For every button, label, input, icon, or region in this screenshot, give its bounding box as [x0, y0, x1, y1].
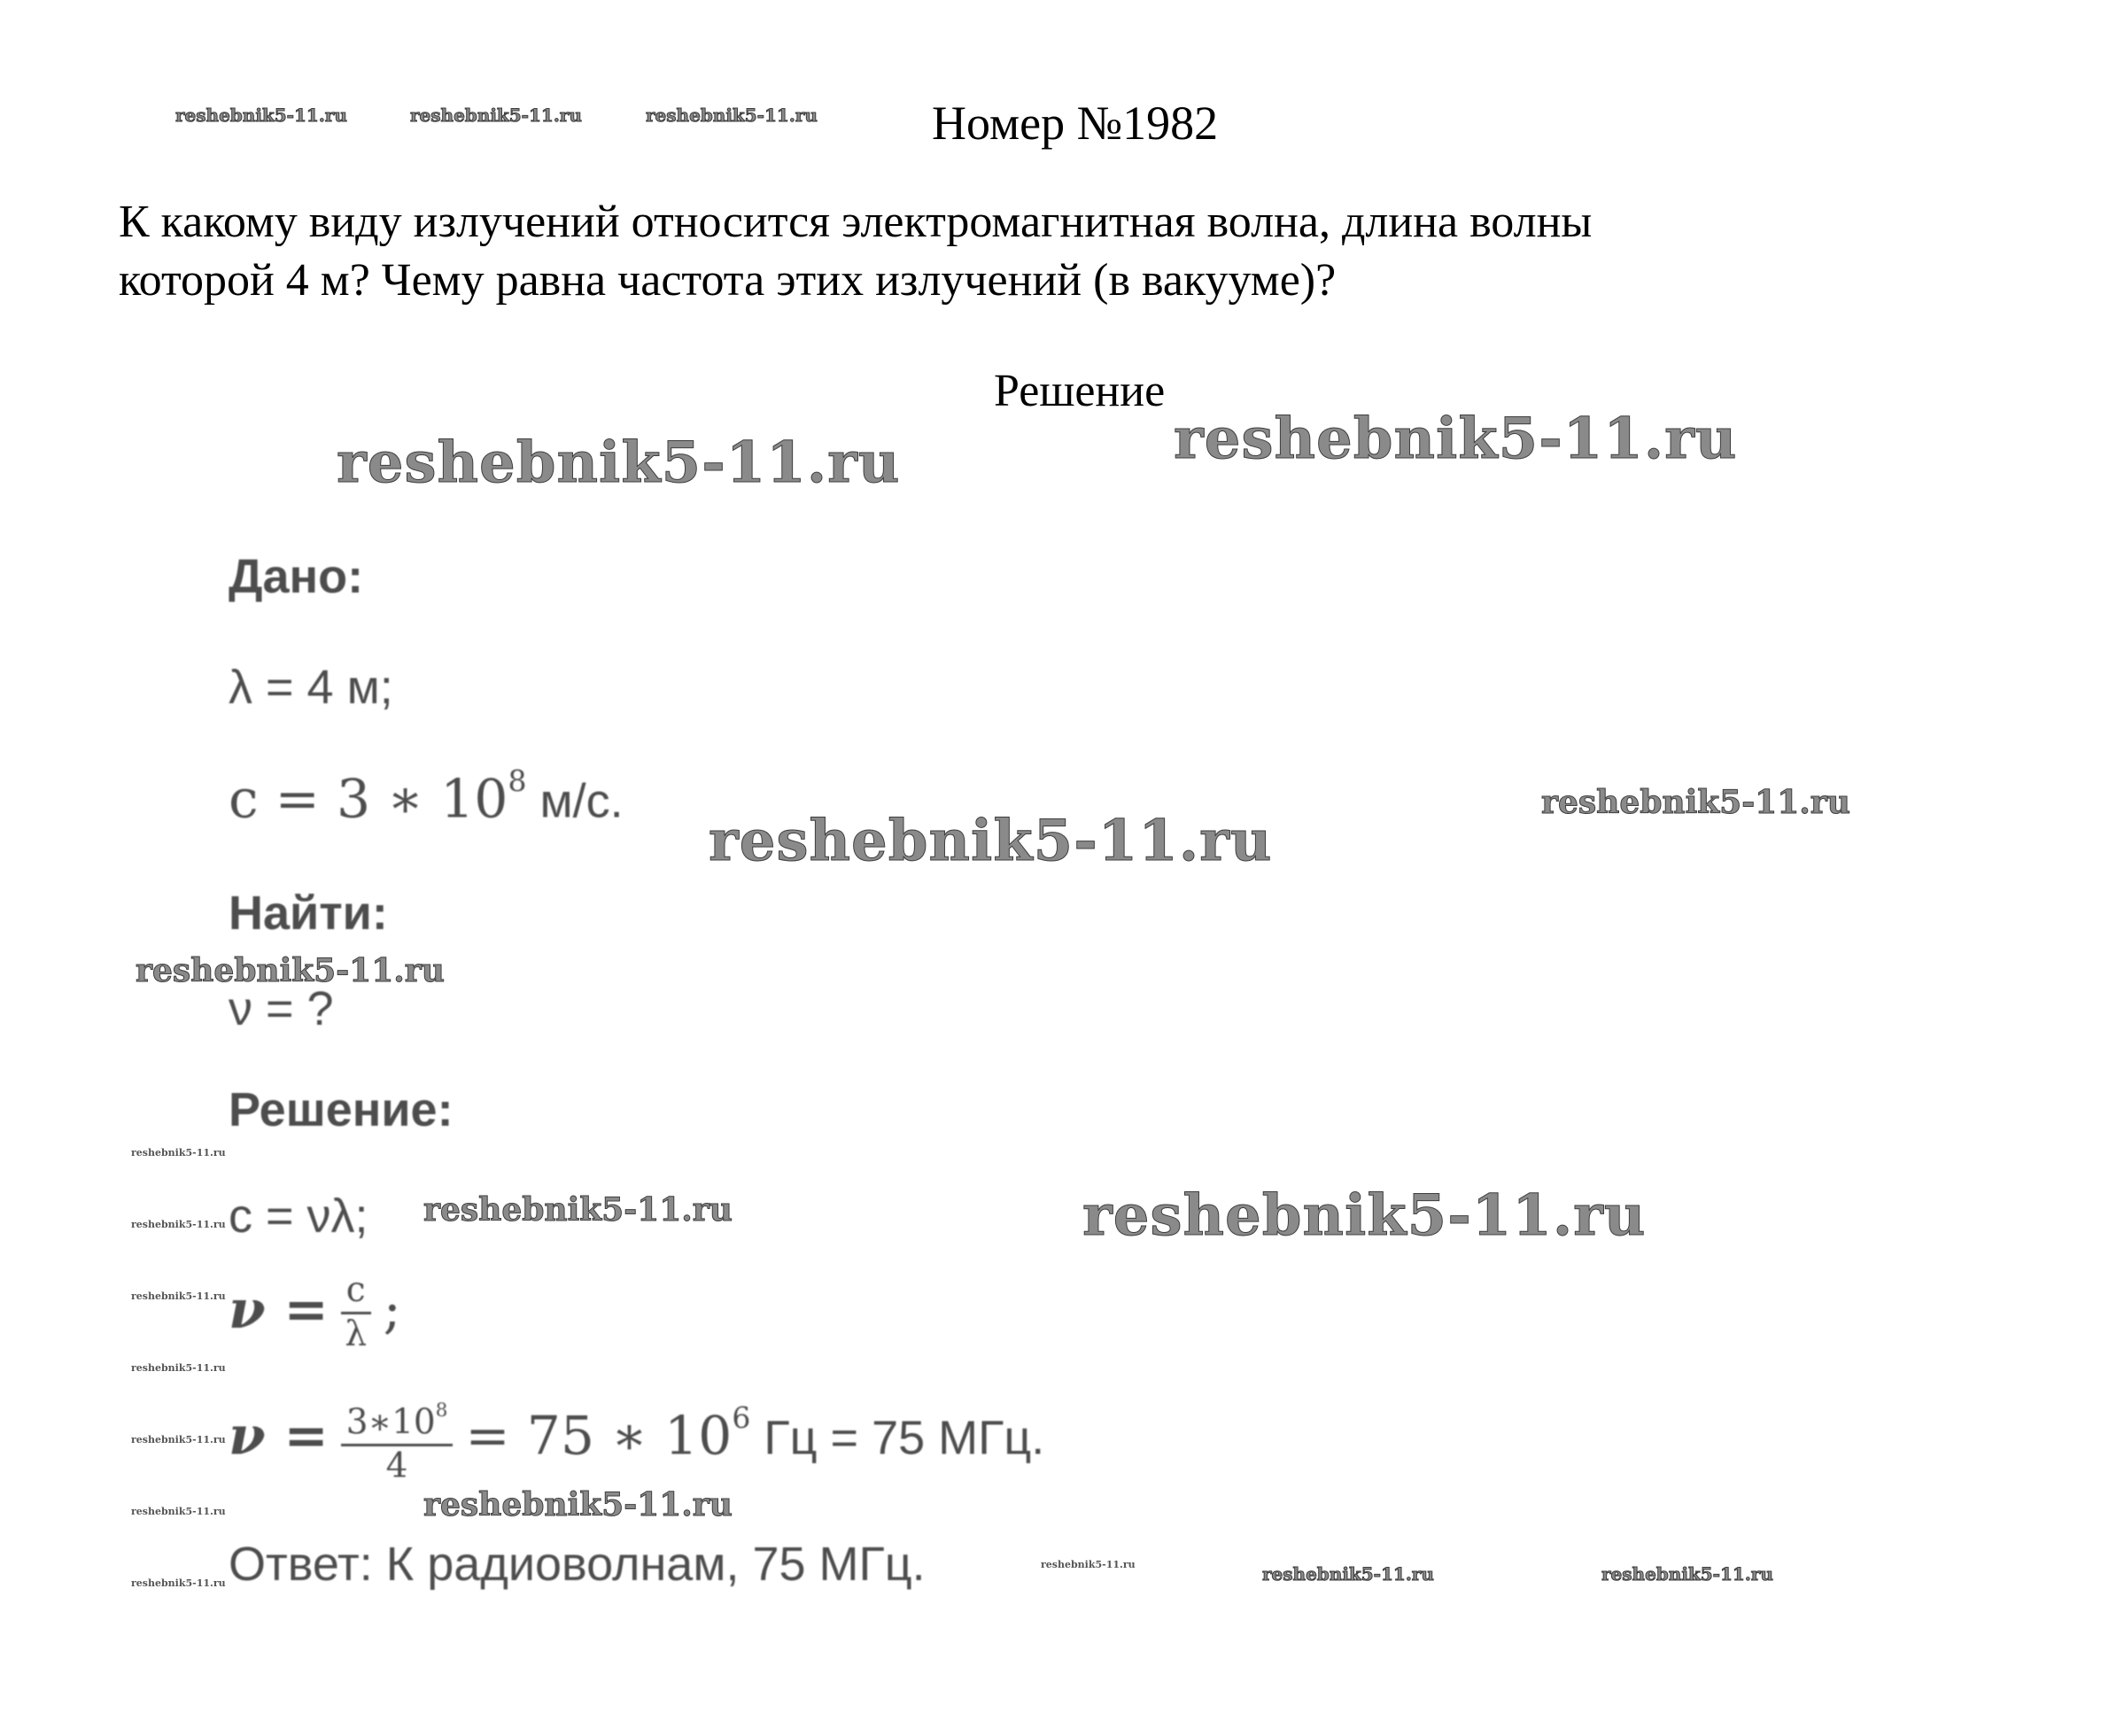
watermark: reshebnik5-11.ru [1541, 784, 1850, 821]
solution-heading: Решение [994, 366, 1166, 416]
watermark: reshebnik5-11.ru [131, 1290, 226, 1302]
watermark: reshebnik5-11.ru [410, 105, 582, 126]
formula-2 [229, 1272, 401, 1356]
given-label: Дано: [229, 550, 364, 603]
formula-2-fraction [341, 1272, 371, 1356]
watermark: reshebnik5-11.ru [1601, 1563, 1773, 1585]
watermark: reshebnik5-11.ru [136, 952, 445, 989]
given-c-prefix: c = 3 ∗ 10 [229, 768, 508, 831]
find-label: Найти: [229, 887, 388, 940]
answer [229, 1537, 926, 1592]
watermark: reshebnik5-11.ru [131, 1219, 226, 1230]
formula-3-end: Гц = 75 МГц. [750, 1411, 1045, 1465]
question-line-2: которой 4 м? Чему равна частота этих излучений (в вакууме)? [119, 255, 1337, 306]
page-title: Номер №1982 [932, 97, 1219, 150]
watermark: reshebnik5-11.ru [131, 1362, 226, 1374]
given-c-exponent: 8 [508, 763, 527, 798]
formula-2-numerator: c [341, 1272, 371, 1314]
formula-2-denominator: λ [345, 1314, 368, 1354]
find-nu: ν = ? [229, 982, 334, 1035]
watermark: reshebnik5-11.ru [131, 1434, 226, 1445]
watermark: reshebnik5-11.ru [337, 430, 901, 496]
watermark: reshebnik5-11.ru [423, 1486, 733, 1523]
formula-3-denominator: 4 [385, 1446, 408, 1487]
watermark: reshebnik5-11.ru [131, 1147, 226, 1159]
given-c-unit: м/с. [526, 774, 624, 828]
watermark: reshebnik5-11.ru [1174, 406, 1738, 472]
formula-2-left: ν = [229, 1278, 329, 1341]
given-c [229, 763, 624, 831]
watermark: reshebnik5-11.ru [423, 1191, 733, 1228]
solve-label: Решение: [229, 1083, 454, 1136]
watermark: reshebnik5-11.ru [1041, 1559, 1136, 1570]
formula-3-left: ν = [229, 1405, 329, 1468]
watermark: reshebnik5-11.ru [131, 1506, 226, 1517]
watermark: reshebnik5-11.ru [131, 1577, 226, 1589]
formula-3-mid: = 75 ∗ 10 [465, 1405, 733, 1468]
given-lambda: λ = 4 м; [229, 661, 393, 714]
watermark: reshebnik5-11.ru [175, 105, 347, 126]
watermark: reshebnik5-11.ru [646, 105, 818, 126]
formula-3-exp: 6 [732, 1399, 751, 1435]
formula-3-fraction [341, 1392, 454, 1488]
formula-2-end: ; [383, 1278, 401, 1341]
formula-3-num-exp: 8 [435, 1399, 448, 1422]
formula-3-numerator [341, 1392, 454, 1446]
watermark: reshebnik5-11.ru [1082, 1182, 1647, 1249]
formula-3-num-base: 3∗10 [345, 1402, 436, 1443]
formula-1: c = νλ; [229, 1190, 368, 1243]
answer-label: Ответ: [229, 1538, 373, 1591]
question-line-1: К какому виду излучений относится электромагнитная волна, длина волны [119, 197, 1593, 247]
watermark: reshebnik5-11.ru [1262, 1563, 1434, 1585]
formula-3 [229, 1392, 1044, 1488]
answer-text: К радиоволнам, 75 МГц. [372, 1538, 926, 1591]
watermark: reshebnik5-11.ru [709, 808, 1273, 874]
